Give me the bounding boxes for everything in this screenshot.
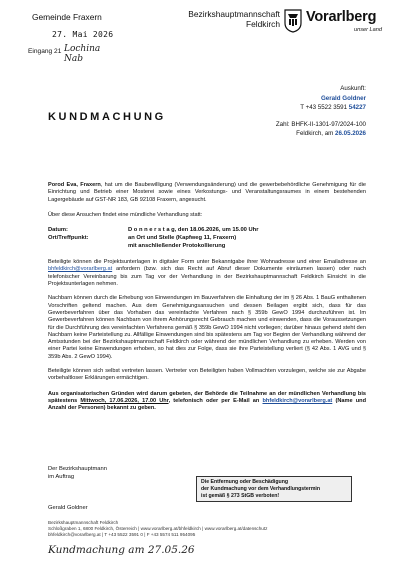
removal-warning-box [196, 476, 352, 502]
signoff-title: Der Bezirkshauptmann [48, 466, 107, 472]
municipality-stamp [20, 6, 120, 64]
logo-subtext: unser Land [354, 27, 382, 33]
hearing-date-value: D o n n e r s t a g, den 18.06.2026, um 15.00 Uhr [128, 227, 259, 234]
registration-paragraph [48, 391, 366, 413]
hearing-date-label: Datum: [48, 227, 68, 234]
place-date [206, 129, 366, 139]
vorarlberg-logo [284, 7, 396, 37]
contact-phone-prefix: T +43 5522 3591 [300, 104, 349, 112]
objections-paragraph: Nachbarn können durch die Erhebung von Einwendungen im Bauverfahren die Einhaltung der im § 26 Abs. 1 BauG enthaltenen Vorschriften geltend machen. Aus dem Genehmigungsansuchen und dessen Beilagen ergibt sich, dass für das Gewerbeverfahren über das Vorhaben das vereinfachte Verfahren nach § 359b GewO 1994 durchzuführen ist. Im Gewerbeverfahren können Nachbarn von ihrem Anhörungsrecht Gebrauch machen und einwenden, dass die Voraussetzungen für die Durchführung des vereinfachten Verfahrens gemäß § 359b GewO 1994 nicht vorliegen; darüber hinaus gehend steht den Nachbarn keine Parteistellung zu. Allfällige Einwendungen sind bis spätestens am Tag vor Beginn der Verhandlung während der Amtsstunden bei der Bezirkshauptmannschaft Feldkirch oder während der mündlichen Verhandlung zu erheben. Werden von einer Partei keine Einwendungen erhoben, so hat dies zur Folge, dass sie ihre Parteistellung verliert (§ 42 Abs. 1 AVG und § 359b Abs. 2 GewO 1994). [48, 295, 366, 360]
contact-label: Auskunft: [340, 85, 366, 92]
hearing-place-value-1: an Ort und Stelle (Kapfweg 11, Fraxern) [128, 235, 237, 242]
authority-line1: Bezirkshauptmannschaft [188, 9, 280, 19]
authority-name [180, 10, 280, 29]
hearing-intro: Über diese Ansuchen findet eine mündliche Verhandlung statt: [48, 211, 203, 218]
intro-text: , hat um die Baubewilligung (Verwendungsänderung) und die gewerbebehördliche Genehmigung für die Einrichtung und Betrieb einer Mosterei sowie eines Verkostungs- und Veranstaltungsraumes in einem bestehenden Lagergebäude auf GST-NR 183, GB 92108 Fraxern, angesucht. [48, 182, 366, 203]
documents-email-link[interactable]: bhfeldkirch@vorarlberg.at [48, 266, 113, 273]
intro-paragraph [48, 182, 366, 204]
documents-paragraph [48, 259, 366, 288]
registration-deadline: Mittwoch, 17.06.2026, 17.00 Uhr [80, 397, 169, 404]
registration-email-link[interactable]: bhfeldkirch@vorarlberg.at [262, 397, 333, 404]
applicant-name: Porod Eva, Fraxern [48, 182, 101, 188]
documents-text-2: anfordern (bzw. sich das Recht auf Abruf dieser Dokumente einräumen lassen) oder nach telefonischer Vereinbarung bis zum Tag vor der Verhandlung in der Bezirkshauptmannschaft Feldkirch Einsicht in die Projektsunterlagen nehmen. [48, 266, 366, 288]
contact-name: Gerald Goldner [320, 94, 366, 102]
document-title: KUNDMACHUNG [48, 111, 166, 123]
registration-text-2: , telefonisch oder per E-Mail an [168, 397, 263, 404]
hearing-place-value-2: mit anschließender Protokollierung [128, 243, 226, 250]
contact-block [206, 84, 366, 139]
footer-line3: bhfeldkirch@vorarlberg.at | T +43 5522 3591 0 | F +43 5574 511 954095 [48, 532, 196, 537]
registration-text-1: Aus organisatorischen Gründen wird darum gebeten, der Behörde die Teilnahme an der mündlichen Verhandlung bis spätestens [48, 390, 366, 404]
warning-line1: Die Entfernung oder Beschädigung [201, 479, 289, 485]
stamp-signature: Lochina Nab [64, 44, 101, 64]
hearing-details [48, 227, 366, 253]
stamp-date: 27. Mai 2026 [52, 30, 114, 39]
footer-line2: Schloßgraben 1, 6800 Feldkirch, Österreich | www.vorarlberg.at/bhfeldkirch | www.vorarlberg.at/datenschutz [48, 526, 268, 531]
representation-paragraph: Beteiligte können sich selbst vertreten lassen. Vertreter von Beteiligten haben Vollmachten vorzulegen, welche sie zur Abgabe vorbehaltloser Erklärungen ermächtigen. [48, 368, 366, 382]
registration-text-3: (Name und Anzahl der Personen) bekannt zu geben. [48, 397, 366, 412]
warning-line3: ist gemäß § 273 StGB verboten! [201, 492, 280, 499]
authority-line2: Feldkirch [246, 18, 280, 29]
stamp-received-label: Eingang 21 [28, 48, 62, 55]
contact-phone-ext: 54227 [348, 104, 366, 112]
document-body [48, 182, 366, 413]
place-date-value: 26.05.2026 [335, 130, 366, 138]
signoff-name: Gerald Goldner [48, 505, 88, 511]
footer-line1: Bezirkshauptmannschaft Feldkirch [48, 520, 119, 525]
place-date-prefix: Feldkirch, am [296, 130, 336, 138]
hearing-place-label: Ort/Treffpunkt: [48, 235, 89, 242]
signoff-block [48, 466, 107, 481]
handwritten-posting-note: Kundmachung am 27.05.26 [48, 544, 195, 556]
contact-phone [206, 103, 366, 113]
signoff-on-behalf: im Auftrag [48, 473, 75, 480]
stamp-municipality: Gemeinde Fraxern [32, 12, 102, 22]
warning-line2: der Kundmachung vor dem Verhandlungstermin [201, 485, 321, 492]
footer [48, 520, 267, 538]
logo-text: Vorarlberg [306, 9, 377, 25]
coat-of-arms-icon [284, 9, 302, 33]
file-reference: Zahl: BHFK-II-1301-97/2024-100 [275, 120, 366, 128]
documents-text-1: Beteiligte können die Projektsunterlagen in digitaler Form unter Bekanntgabe ihrer Wohnadresse und einer Emailadresse an [48, 259, 366, 266]
